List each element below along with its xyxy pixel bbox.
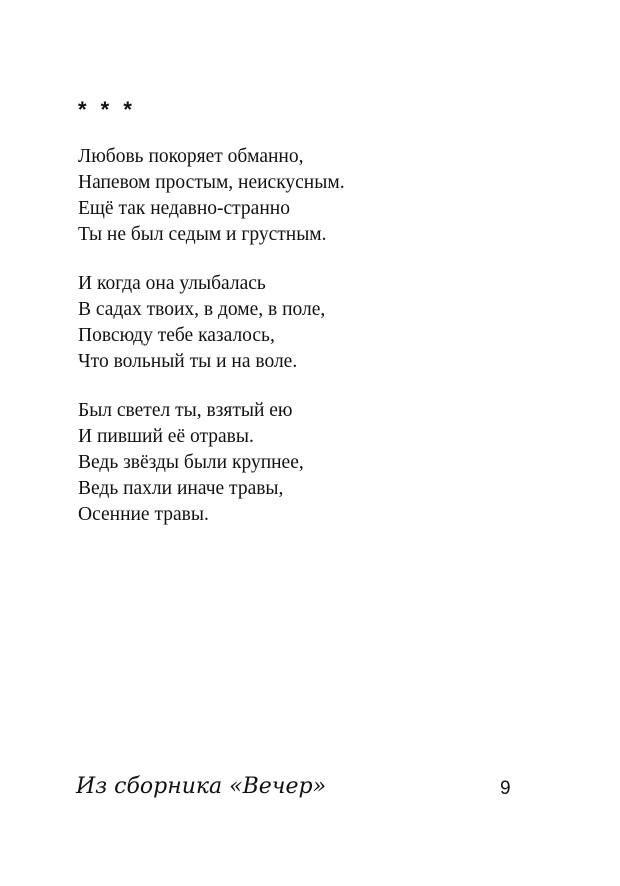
poem-line: Любовь покоряет обманно,	[78, 146, 304, 167]
poem-line: И когда она улыбалась	[78, 273, 266, 294]
poem-line: Осенние травы.	[78, 504, 209, 525]
collection-title: Из сборника «Вечер»	[76, 774, 327, 799]
page-number: 9	[500, 778, 511, 799]
poem-line: Ещё так недавно-странно	[78, 198, 290, 219]
stanza-ornament: * * *	[78, 97, 136, 122]
poem	[78, 144, 518, 551]
poem-line: Повсюду тебе казалось,	[78, 325, 275, 346]
poem-line: Был светел ты, взятый ею	[78, 400, 293, 421]
poem-line: Ты не был седым и грустным.	[78, 224, 327, 245]
poem-line: Ведь пахли иначе травы,	[78, 478, 284, 499]
poem-line: Ведь звёзды были крупнее,	[78, 452, 304, 473]
poem-line: Что вольный ты и на воле.	[78, 351, 298, 372]
stanza-3	[78, 398, 518, 528]
stanza-2	[78, 271, 518, 375]
poem-line: В садах твоих, в доме, в поле,	[78, 299, 326, 320]
poem-line: Напевом простым, неискусным.	[78, 172, 345, 193]
poem-line: И пивший её отравы.	[78, 426, 254, 447]
stanza-1	[78, 144, 518, 248]
